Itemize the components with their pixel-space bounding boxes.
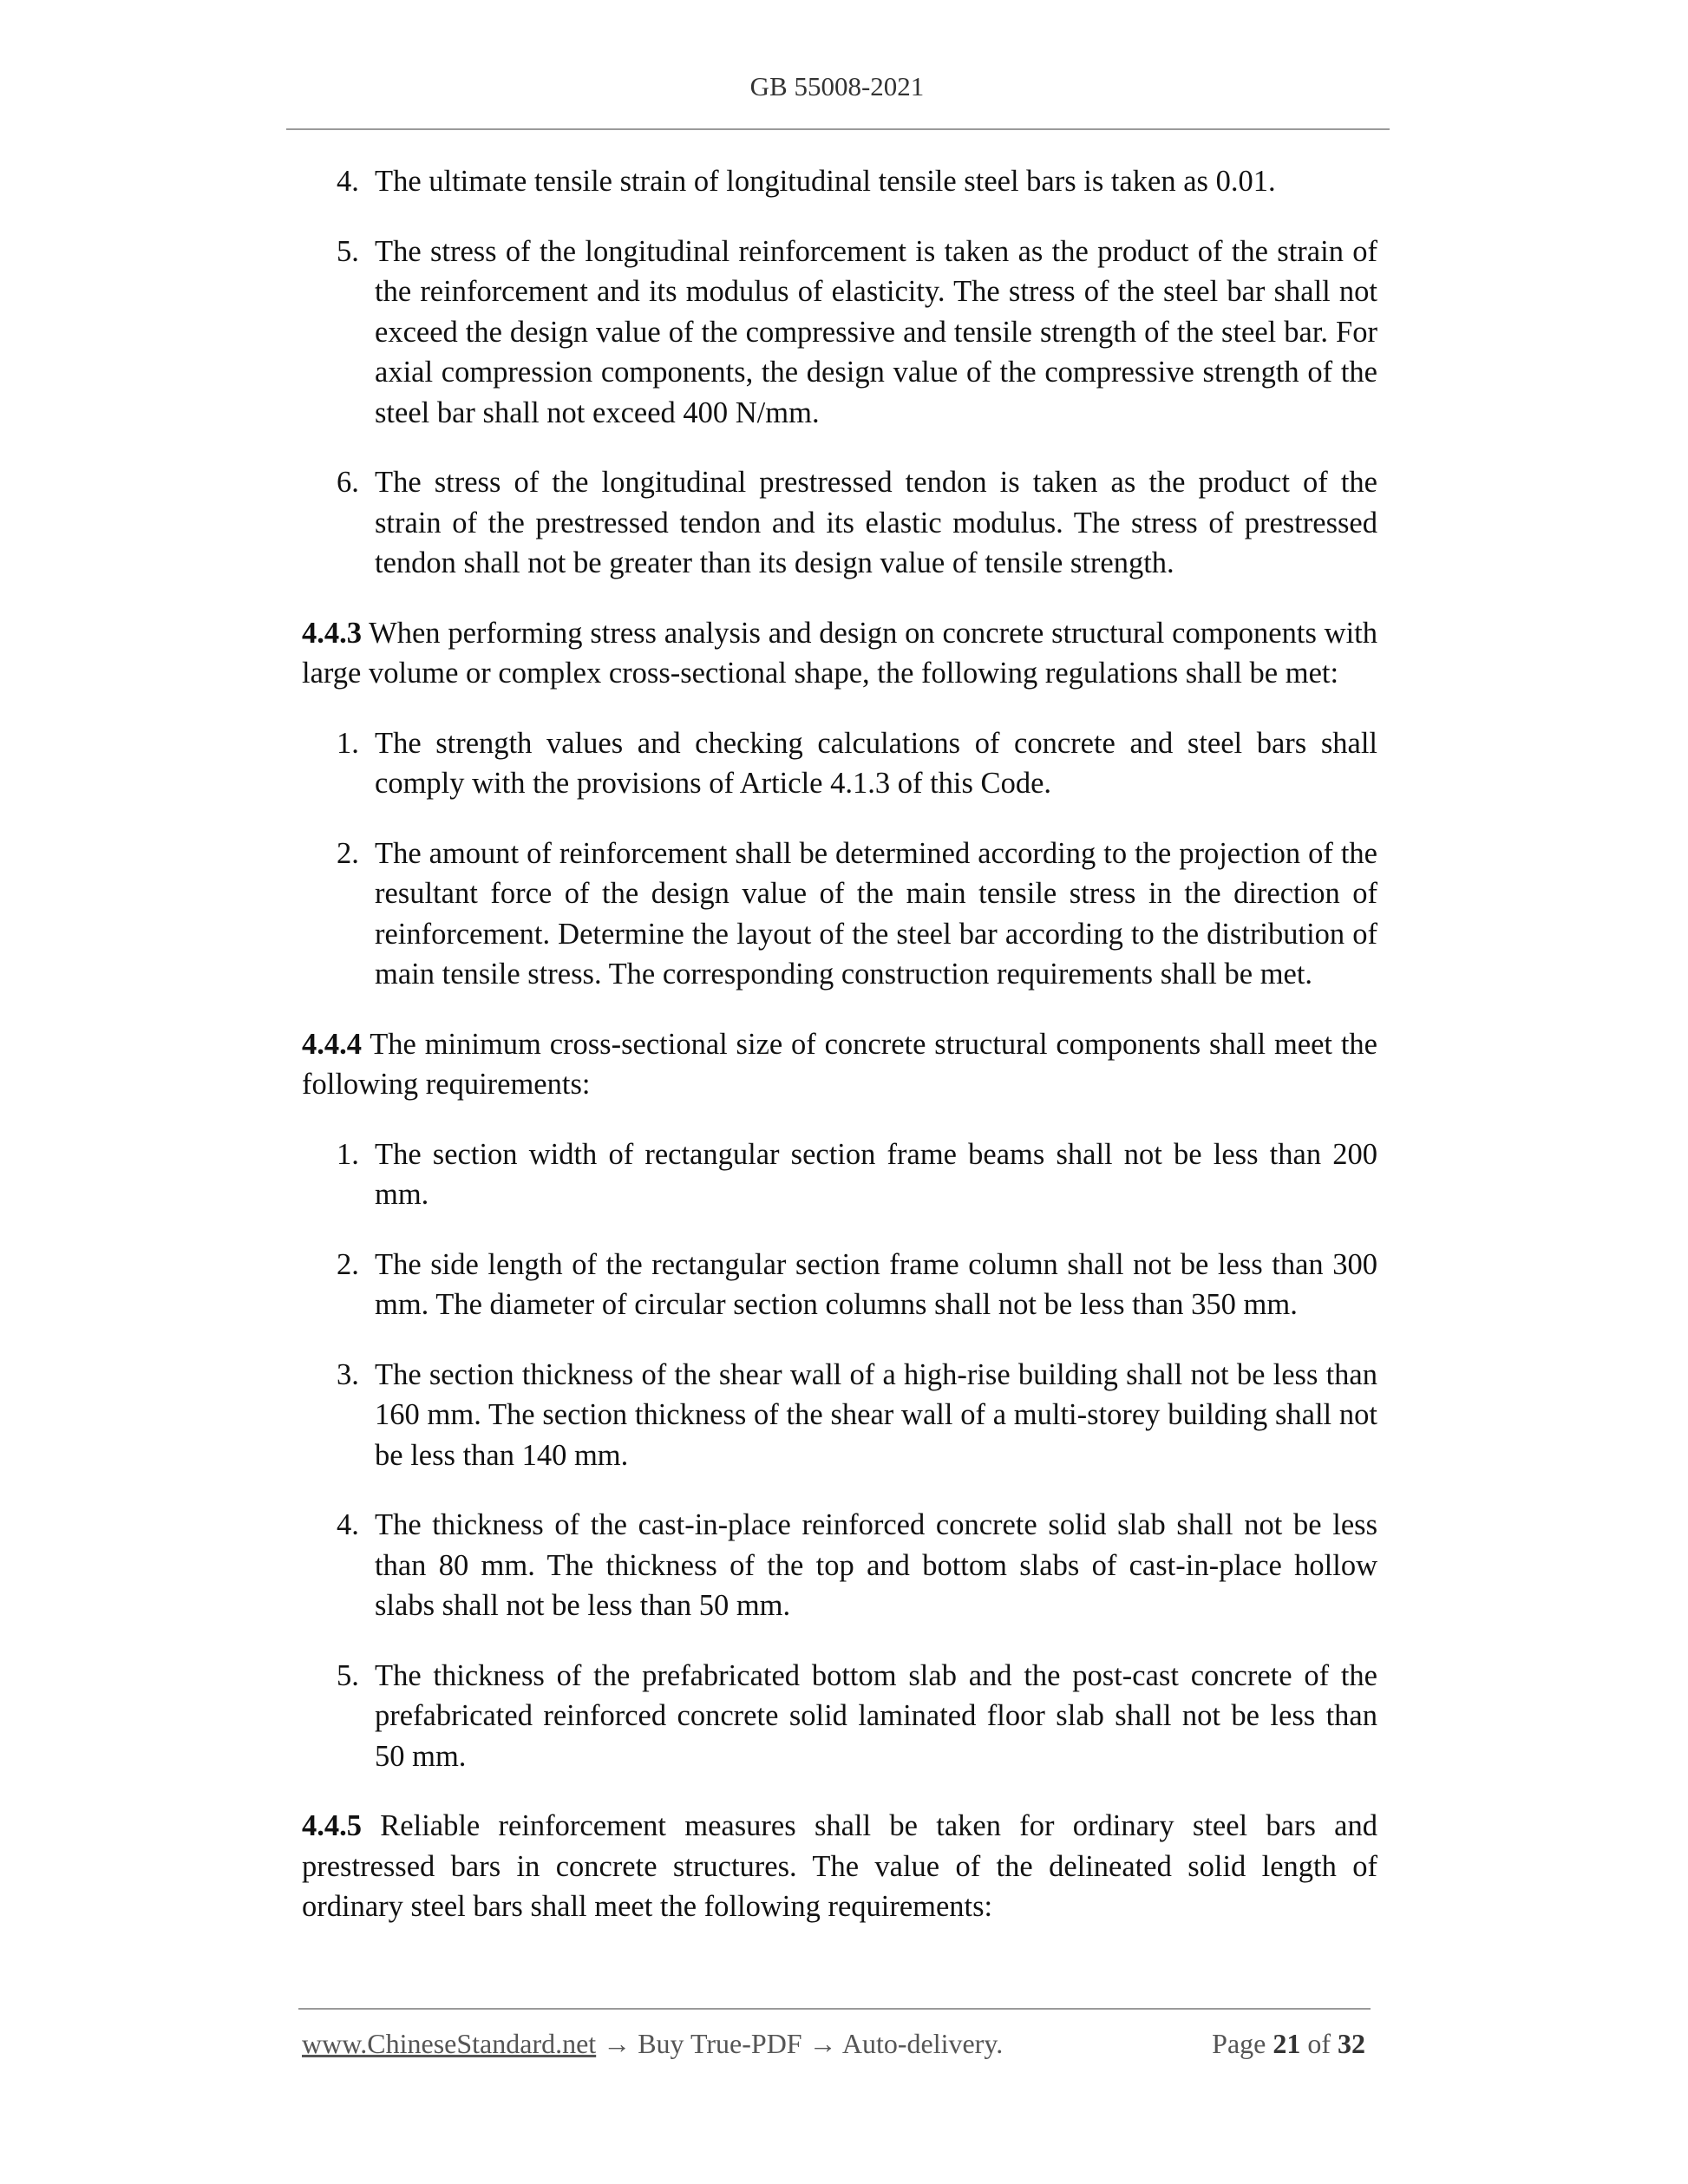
list-item: [302, 1245, 1377, 1325]
clause-text: When performing stress analysis and design on concrete structural components with large volume or complex cross-sectional shape, the following regulations shall be met:: [302, 616, 1377, 690]
page-number: [1212, 2028, 1365, 2060]
clause-4-4-4: [302, 1024, 1377, 1105]
list-item-text: The stress of the longitudinal prestressed tendon is taken as the product of the strain of the prestressed tendon and its elastic modulus. The stress of prestressed tendon shall not be greater than its design value of tensile strength.: [375, 466, 1377, 579]
list-item-text: The ultimate tensile strain of longitudinal tensile steel bars is taken as 0.01.: [375, 165, 1276, 198]
page-footer: [302, 2028, 1365, 2060]
list-item: [302, 1355, 1377, 1476]
list-item-text: The strength values and checking calculations of concrete and steel bars shall comply with the provisions of Article 4.1.3 of this Code.: [375, 726, 1377, 800]
website-link[interactable]: www.ChineseStandard.net: [302, 2028, 597, 2059]
list-item-number: 1.: [337, 1137, 359, 1171]
of-label: of: [1307, 2028, 1331, 2059]
list-item-number: 4.: [337, 1508, 359, 1541]
clause-4-4-3: [302, 613, 1377, 694]
list-item: [302, 1505, 1377, 1626]
list-item: [302, 232, 1377, 434]
list-item: [302, 462, 1377, 584]
list-item: [302, 1656, 1377, 1777]
list-item-number: 2.: [337, 1247, 359, 1281]
page-total: 32: [1338, 2028, 1365, 2059]
clause-number: 4.4.3: [302, 616, 362, 650]
list-item-text: The amount of reinforcement shall be determined according to the projection of the resultant force of the design value of the main tensile stress in the direction of reinforcement. Determine the layout of the steel bar according to the distribution of main tensile stress. The corresponding construction requirements shall be met.: [375, 836, 1377, 991]
list-item-text: The section width of rectangular section frame beams shall not be less than 200 mm.: [375, 1137, 1377, 1211]
clause-text: Reliable reinforcement measures shall be taken for ordinary steel bars and prestressed bars in concrete structures. The value of the delineated solid length of ordinary steel bars shall meet the following requirements:: [302, 1809, 1377, 1923]
list-item: [302, 723, 1377, 804]
list-item-number: 5.: [337, 234, 359, 268]
page-current: 21: [1273, 2028, 1301, 2059]
list-item-number: 4.: [337, 165, 359, 198]
list-item-text: The section thickness of the shear wall of a high-rise building shall not be less than 160 mm. The section thickness of the shear wall of a multi-storey building shall not be less than 140 mm.: [375, 1357, 1377, 1472]
list-item-number: 6.: [337, 466, 359, 499]
page-label: Page: [1212, 2028, 1266, 2059]
list-item-text: The thickness of the prefabricated bottom slab and the post-cast concrete of the prefabricated reinforced concrete solid laminated floor slab shall not be less than 50 mm.: [375, 1658, 1377, 1773]
list-item-number: 5.: [337, 1658, 359, 1692]
list-item: [302, 1135, 1377, 1215]
list-item-text: The side length of the rectangular section frame column shall not be less than 300 mm. The diameter of circular section columns shall not be less than 350 mm.: [375, 1247, 1377, 1321]
clause-number: 4.4.5: [302, 1809, 362, 1842]
list-item-text: The thickness of the cast-in-place reinforced concrete solid slab shall not be less than 80 mm. The thickness of the top and bottom slabs of cast-in-place hollow slabs shall not be less than 50 mm.: [375, 1508, 1377, 1622]
footer-promo-text: → Buy True-PDF → Auto-delivery.: [596, 2028, 1004, 2059]
clause-number: 4.4.4: [302, 1027, 362, 1061]
footer-divider: [298, 2008, 1371, 2010]
header-divider: [286, 128, 1390, 130]
list-item-number: 2.: [337, 836, 359, 870]
list-item-number: 1.: [337, 726, 359, 760]
list-item: [302, 834, 1377, 995]
clause-text: The minimum cross-sectional size of concrete structural components shall meet the following requirements:: [302, 1027, 1377, 1101]
list-item: [302, 161, 1377, 202]
document-header: GB 55008-2021: [749, 71, 925, 101]
list-item-text: The stress of the longitudinal reinforcement is taken as the product of the strain of the reinforcement and its modulus of elasticity. The stress of the steel bar shall not exceed the design value of the compressive and tensile strength of the steel bar. For axial compression components, the design value of the compressive strength of the steel bar shall not exceed 400 N/mm.: [375, 234, 1377, 429]
page-content: [302, 161, 1377, 1957]
list-item-number: 3.: [337, 1357, 359, 1391]
clause-4-4-5: [302, 1806, 1377, 1927]
